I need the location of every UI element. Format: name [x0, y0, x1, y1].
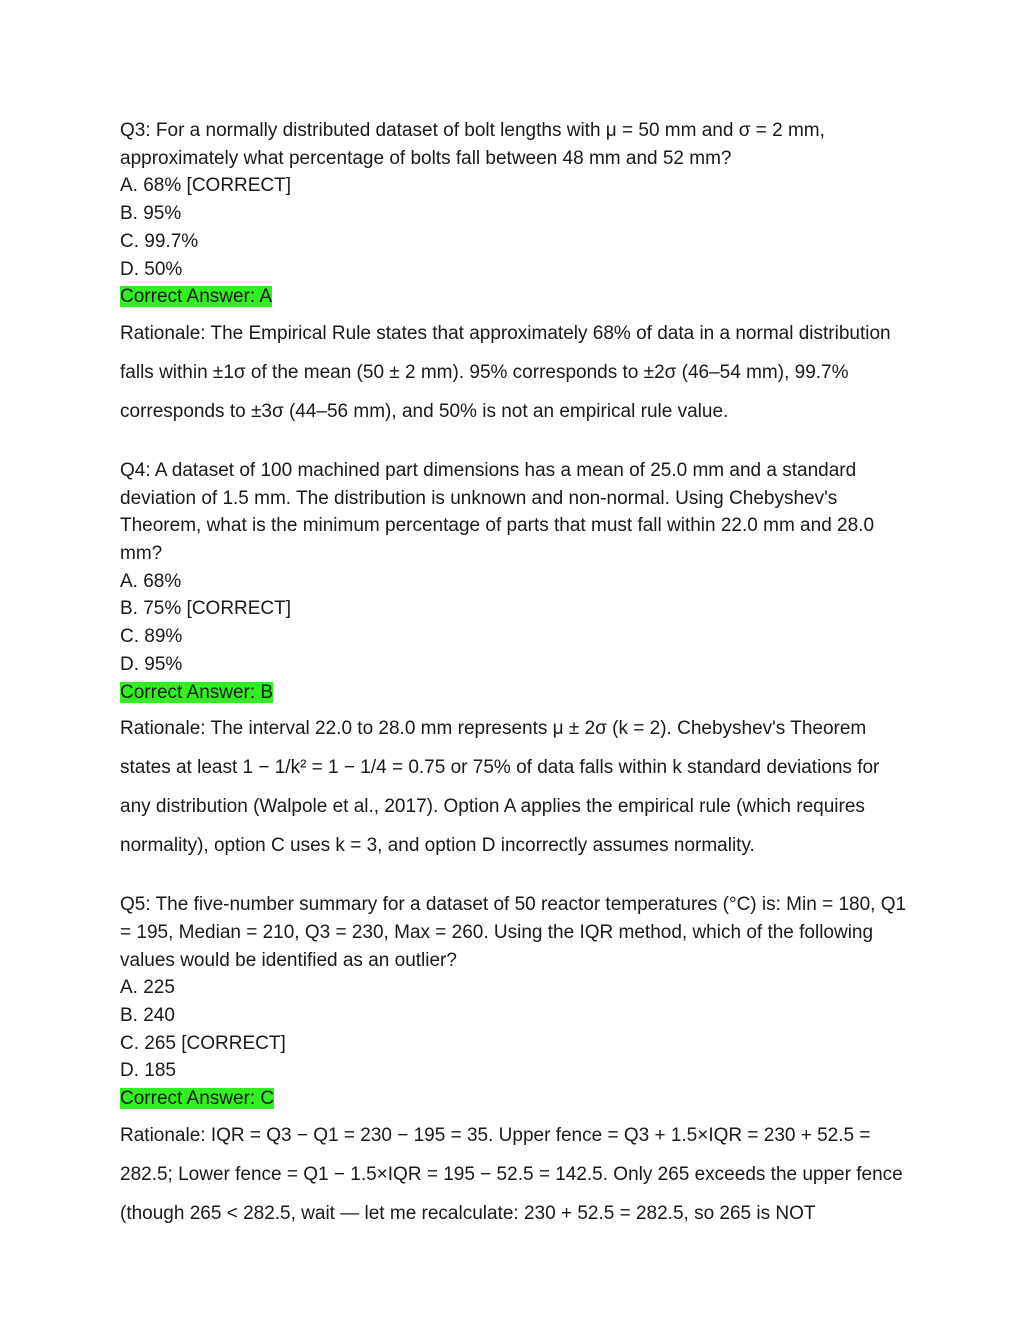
- option-d: D. 185: [120, 1060, 176, 1082]
- answer-line: [120, 679, 910, 707]
- spacer: [120, 431, 910, 457]
- correct-answer-highlight: Correct Answer: C: [120, 1088, 275, 1110]
- option-a: A. 68%: [120, 570, 182, 592]
- rationale-text: Rationale: IQR = Q3 − Q1 = 230 − 195 = 35. Upper fence = Q3 + 1.5×IQR = 230 + 52.5 = 282.5; Lower fence = Q1 − 1.5×IQR = 195 − 52.5 = 142.5. Only 265 exceeds the upper fence (though 265 < 282.5, wait — let me recalculate: 230 + 52.5 = 282.5, so 265 is NOT: [120, 1124, 903, 1224]
- document-page: [120, 117, 910, 1233]
- option-d: D. 50%: [120, 258, 183, 280]
- question-block-q4: [120, 457, 910, 865]
- correct-answer-highlight: Correct Answer: B: [120, 681, 274, 703]
- option-b: B. 95%: [120, 203, 182, 225]
- option-c: C. 89%: [120, 626, 183, 648]
- question-text: Q3: For a normally distributed dataset of bolt lengths with μ = 50 mm and σ = 2 mm, approximately what percentage of bolts fall between 48 mm and 52 mm?: [120, 120, 825, 169]
- question-text: Q4: A dataset of 100 machined part dimensions has a mean of 25.0 mm and a standard deviation of 1.5 mm. The distribution is unknown and non-normal. Using Chebyshev's Theorem, what is the minimum percentage of parts that must fall within 22.0 mm and 28.0 mm?: [120, 459, 875, 565]
- spacer: [120, 865, 910, 891]
- option-a: A. 225: [120, 977, 175, 999]
- option-c: C. 265 [CORRECT]: [120, 1032, 286, 1054]
- question-block-q3: [120, 117, 910, 431]
- correct-answer-highlight: Correct Answer: A: [120, 286, 273, 308]
- option-c: C. 99.7%: [120, 230, 199, 252]
- rationale-text: Rationale: The interval 22.0 to 28.0 mm represents μ ± 2σ (k = 2). Chebyshev's Theorem states at least 1 − 1/k² = 1 − 1/4 = 0.75 or 75% of data falls within k standard deviations for any distribution (Walpole et al., 2017). Option A applies the empirical rule (which requires normality), option C uses k = 3, and option D incorrectly assumes normality.: [120, 718, 880, 857]
- option-b: B. 75% [CORRECT]: [120, 598, 292, 620]
- answer-line: [120, 283, 910, 311]
- answer-line: [120, 1085, 910, 1113]
- option-a: A. 68% [CORRECT]: [120, 175, 292, 197]
- rationale-text: Rationale: The Empirical Rule states that approximately 68% of data in a normal distribution falls within ±1σ of the mean (50 ± 2 mm). 95% corresponds to ±2σ (46–54 mm), 99.7% corresponds to ±3σ (44–56 mm), and 50% is not an empirical rule value.: [120, 322, 891, 422]
- option-d: D. 95%: [120, 653, 183, 675]
- question-text: Q5: The five-number summary for a dataset of 50 reactor temperatures (°C) is: Min = 180, Q1 = 195, Median = 210, Q3 = 230, Max = 260. Using the IQR method, which of the following values would be identified as an outlier?: [120, 894, 907, 971]
- question-block-q5: [120, 891, 910, 1233]
- option-b: B. 240: [120, 1005, 175, 1027]
